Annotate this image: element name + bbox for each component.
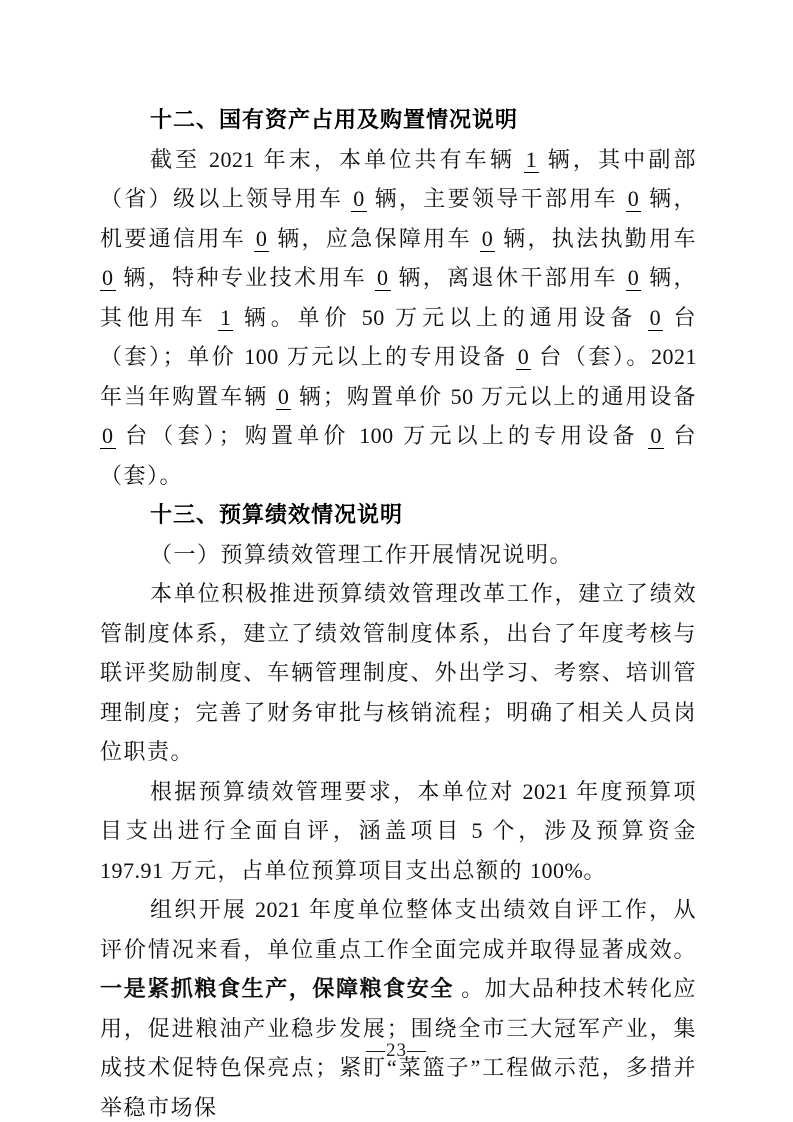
section-heading-budget-performance: 十三、预算绩效情况说明	[150, 502, 404, 527]
section-heading-state-assets: 十二、国有资产占用及购置情况说明	[150, 107, 519, 132]
paragraph-state-assets: 截至 2021 年末，本单位共有车辆 1 辆，其中副部（省）级以上领导用车 0 辆，主要领导干部用车 0 辆，机要通信用车 0 辆，应急保障用车 0 辆，执法执勤用车 0 辆，特种专业技术用车 0 辆，离退休干部用车 0 辆，其他用车 1 辆。单价 50 万元以上的通用设备 0 台（套）；单价 100 万元以上的专用设备 0 台（套）。2021 年当年购置车辆 0 辆；购置单价 50 万元以上的通用设备 0 台（套）；购置单价 100 万元以上的专用设备 0 台（套）。	[100, 146, 697, 488]
paragraph-overall-expenditure: 组织开展 2021 年度单位整体支出绩效自评工作，从评价情况来看，单位重点工作全面完成并取得显著成效。一是紧抓粮食生产，保障粮食安全 。加大品种技术转化应用，促进粮油产业稳步发展；围绕全市三大冠军产业，集成技术促特色保亮点；紧盯“菜篮子”工程做示范，多措并举稳市场保	[100, 897, 697, 1120]
paragraph-performance-reform: 本单位积极推进预算绩效管理改革工作，建立了绩效管制度体系，建立了绩效管制度体系，出台了年度考核与联评奖励制度、车辆管理制度、外出学习、考察、培训管理制度；完善了财务审批与核销流程；明确了相关人员岗位职责。	[100, 581, 697, 764]
paragraph-self-evaluation: 根据预算绩效管理要求，本单位对 2021 年度预算项目支出进行全面自评，涵盖项目 5 个，涉及预算资金 197.91 万元，占单位预算项目支出总额的 100%。	[100, 778, 697, 883]
page-number: —23—	[366, 1040, 427, 1061]
subsection-heading-performance-management: （一）预算绩效管理工作开展情况说明。	[150, 541, 574, 567]
document-body	[100, 100, 697, 1122]
